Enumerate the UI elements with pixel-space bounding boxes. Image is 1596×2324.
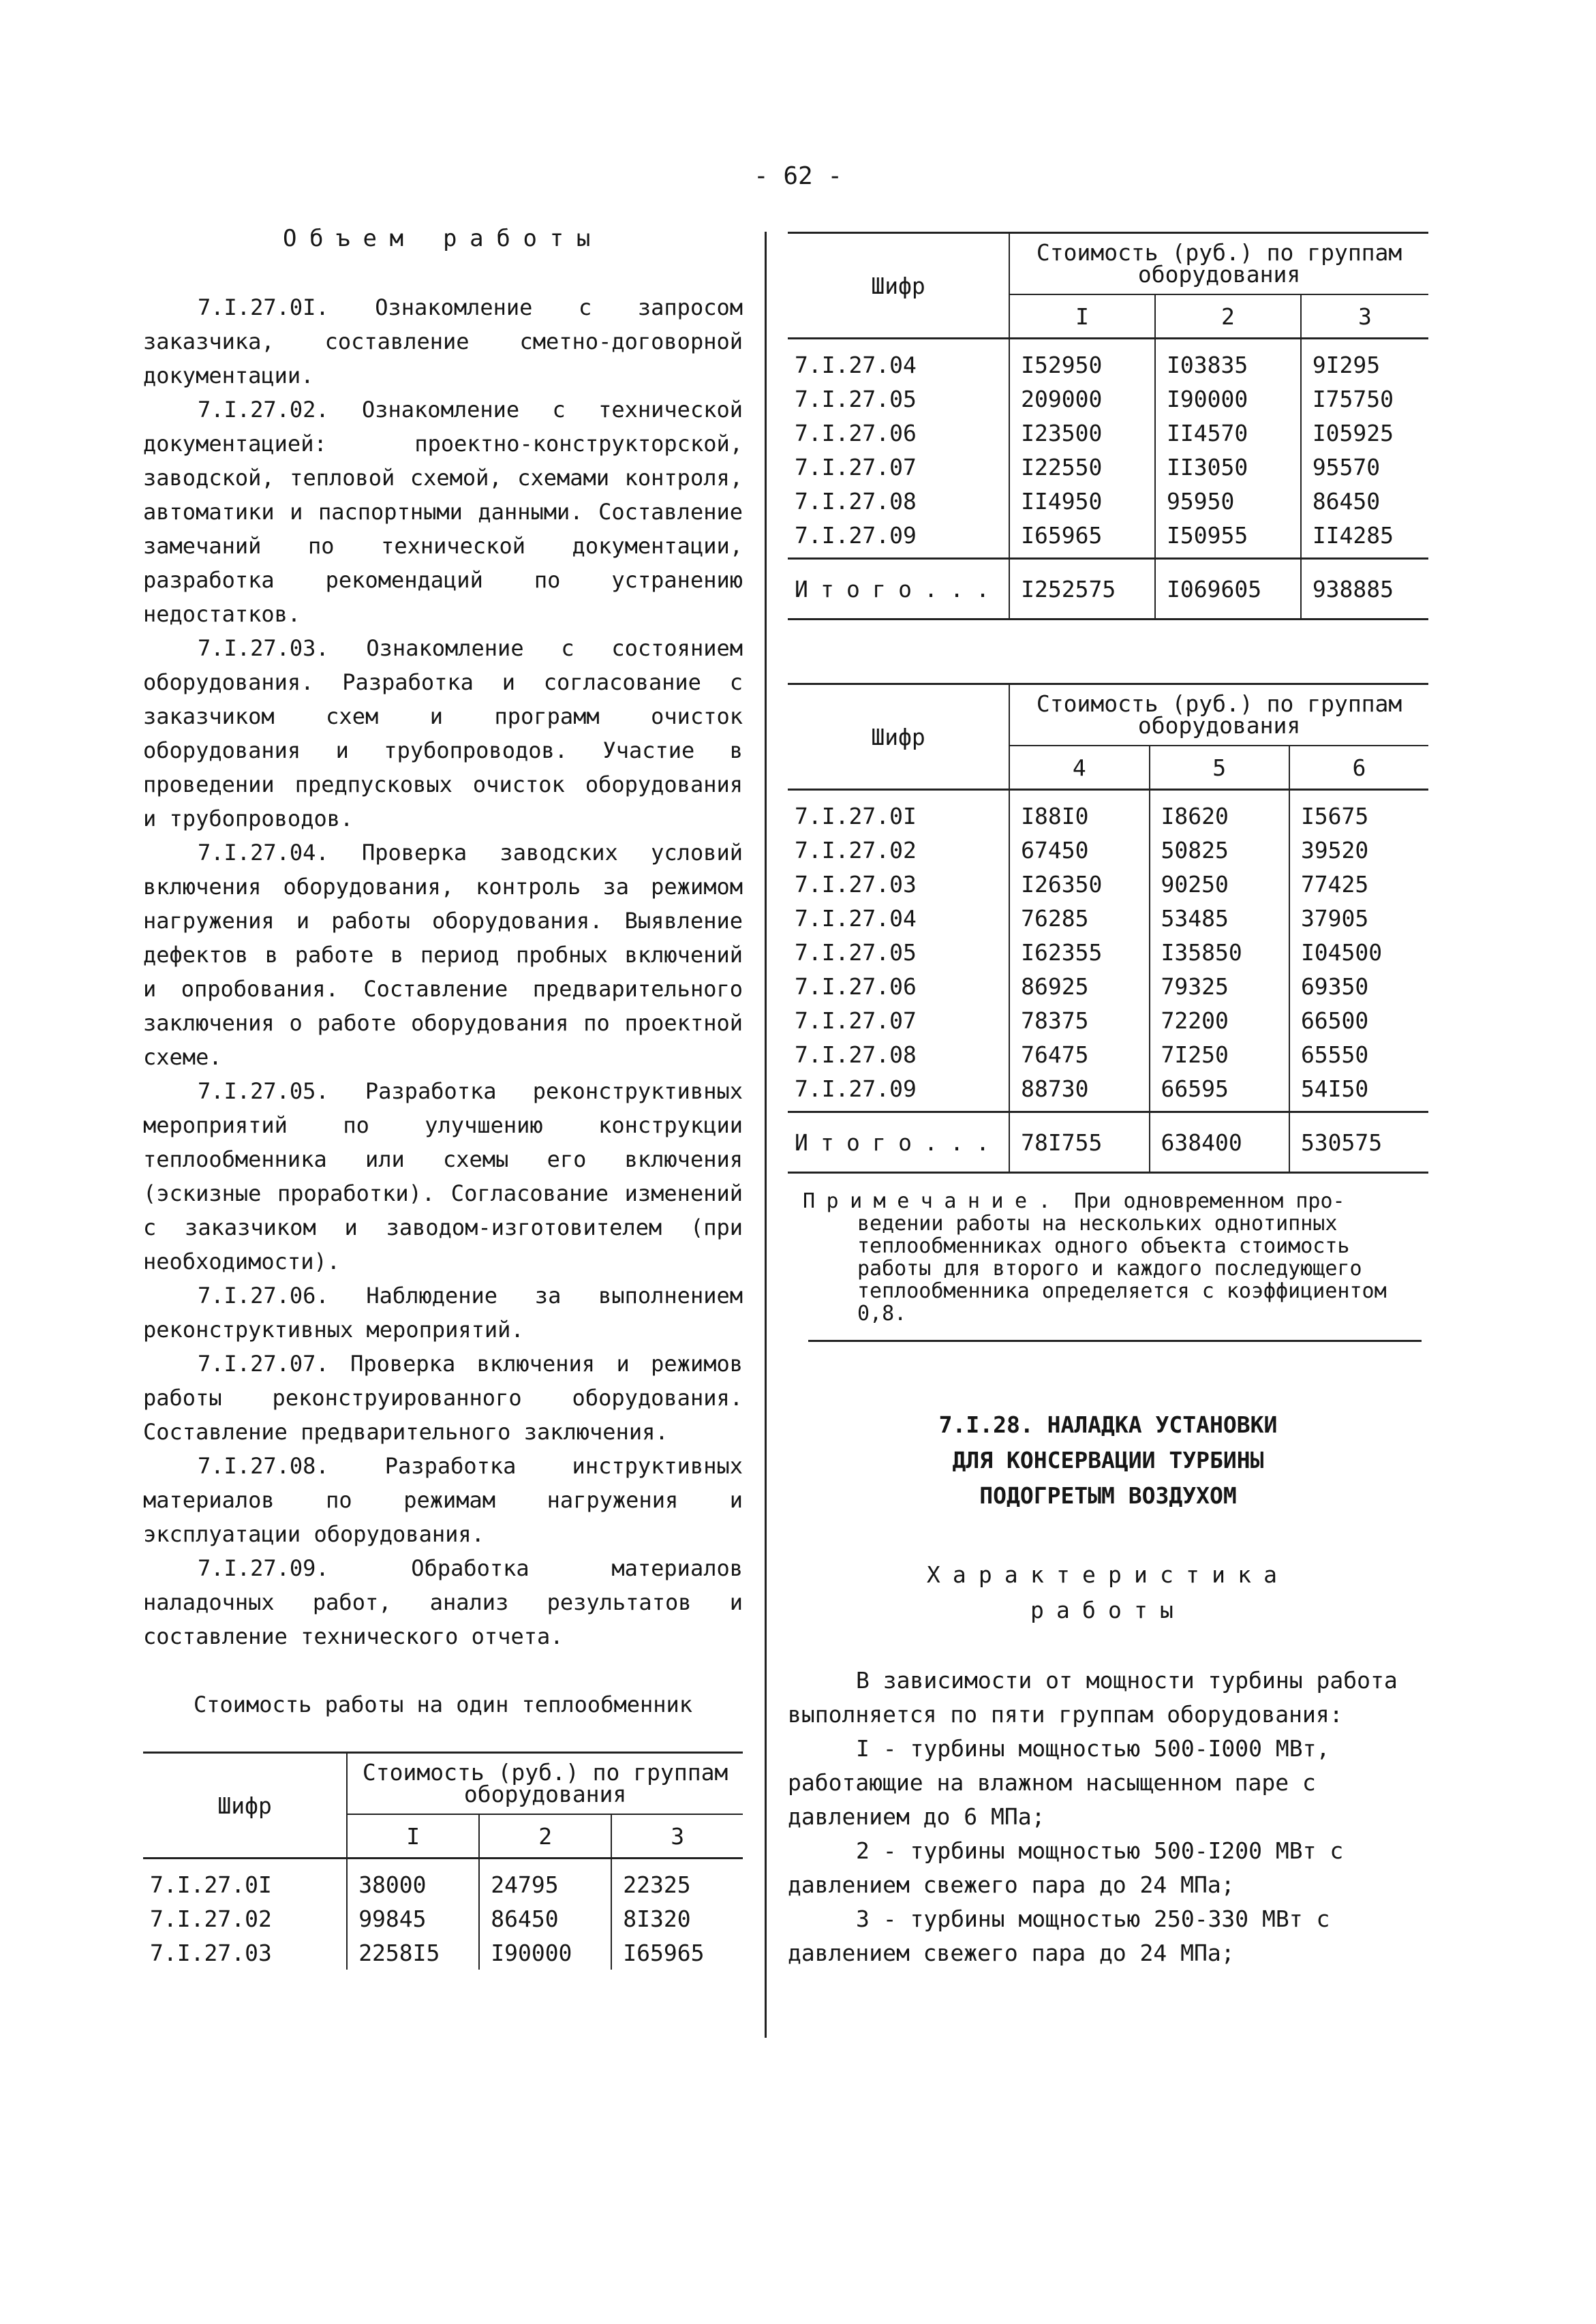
cell-value: I65965 <box>1009 518 1155 559</box>
table-row <box>788 790 1428 834</box>
cell-code: 7.I.27.07 <box>788 1003 1009 1037</box>
characteristics-heading-line: Характеристика <box>926 1561 1290 1588</box>
characteristics-heading-line: работы <box>1030 1597 1186 1623</box>
cell-code: 7.I.27.08 <box>788 484 1009 518</box>
cell-code: 7.I.27.08 <box>788 1037 1009 1071</box>
table-row <box>788 339 1428 382</box>
table-row <box>788 450 1428 484</box>
column-header-cost: Стоимость (руб.) по группам оборудования <box>1009 233 1428 295</box>
total-value: 78I755 <box>1009 1112 1149 1173</box>
cell-value: I65965 <box>623 1939 705 1966</box>
column-divider <box>765 232 767 2038</box>
section-title-line: ПОДОГРЕТЫМ ВОЗДУХОМ <box>979 1482 1237 1509</box>
cell-code: 7.I.27.05 <box>788 935 1009 969</box>
characteristics-heading <box>788 1557 1428 1628</box>
table-row <box>788 484 1428 518</box>
cell-value: I52950 <box>1009 339 1155 382</box>
paragraph-7-1-27-08: 7.I.27.08. Разработка инструктивных материалов по режимам нагружения и эксплуатации оборудования. <box>143 1453 743 1547</box>
cell-value: I03835 <box>1155 339 1301 382</box>
cell-code: 7.I.27.0I <box>788 790 1009 834</box>
right-column <box>788 232 1428 1970</box>
paragraph-7-1-27-09: 7.I.27.09. Обработка материалов наладочных работ, анализ результатов и составление технического отчета. <box>143 1555 743 1649</box>
cell-value: I35850 <box>1150 935 1289 969</box>
total-value: 638400 <box>1150 1112 1289 1173</box>
cell-code: 7.I.27.06 <box>788 416 1009 450</box>
note-divider <box>808 1340 1422 1342</box>
total-label: Итого... <box>788 559 1009 620</box>
group-header: I <box>347 1814 479 1859</box>
cell-value: 95570 <box>1312 453 1381 480</box>
cell-code: 7.I.27.02 <box>143 1901 347 1936</box>
column-header-shifr: Шифр <box>788 684 1009 790</box>
cell-value: 95950 <box>1155 484 1301 518</box>
table-row <box>788 969 1428 1003</box>
cell-code: 7.I.27.07 <box>788 450 1009 484</box>
cell-value: I05925 <box>1312 419 1394 446</box>
note-first-text: При одновременном про- <box>1074 1189 1345 1213</box>
cell-value: I90000 <box>479 1936 611 1970</box>
cell-code: 7.I.27.04 <box>788 901 1009 935</box>
paragraph-7-1-27-06: 7.I.27.06. Наблюдение за выполнением реконструктивных мероприятий. <box>143 1283 743 1343</box>
paragraph-7-1-27-03: 7.I.27.03. Ознакомление с состоянием оборудования. Разработка и согласование с заказчиком схем и программ очисток оборудования и трубопроводов. Участие в проведении предпусковых очисток оборудования и трубопроводов. <box>143 635 743 831</box>
group-header: 3 <box>1301 294 1428 339</box>
paragraph-7-1-27-07: 7.I.27.07. Проверка включения и режимов работы реконструированного оборудования. Составление предварительного заключения. <box>143 1351 743 1445</box>
section-title-line: ДЛЯ КОНСЕРВАЦИИ ТУРБИНЫ <box>952 1447 1264 1473</box>
section-heading-scope: Объем работы <box>282 225 604 252</box>
cell-value: 76475 <box>1009 1037 1149 1071</box>
cell-value: 66595 <box>1150 1071 1289 1112</box>
group-header: 3 <box>611 1814 743 1859</box>
cell-value: 86450 <box>479 1901 611 1936</box>
cell-value: 24795 <box>479 1859 611 1902</box>
total-row <box>788 1112 1428 1173</box>
cell-value: 65550 <box>1300 1041 1369 1068</box>
cell-value: 8I320 <box>623 1905 691 1932</box>
table-row <box>788 901 1428 935</box>
column-header-shifr: Шифр <box>788 233 1009 339</box>
table-row <box>788 1003 1428 1037</box>
cell-value: 54I50 <box>1300 1075 1369 1102</box>
total-label: Итого... <box>788 1112 1009 1173</box>
cell-value: 90250 <box>1150 867 1289 901</box>
table-row <box>788 382 1428 416</box>
cell-value: 76285 <box>1009 901 1149 935</box>
cost-table-left <box>143 1752 743 1970</box>
cell-value: 209000 <box>1009 382 1155 416</box>
cell-value: 53485 <box>1150 901 1289 935</box>
table-row <box>143 1901 743 1936</box>
paragraph-7-1-27-01: 7.I.27.0I. Ознакомление с запросом заказчика, составление сметно-договорной документации. <box>143 294 743 388</box>
paragraph-group-1: I - турбины мощностью 500-I000 МВт, работающие на влажном насыщенном паре с давлением до 6 МПа; <box>788 1735 1330 1830</box>
column-header-cost: Стоимость (руб.) по группам оборудования <box>1009 684 1428 746</box>
cell-code: 7.I.27.02 <box>788 833 1009 867</box>
cell-code: 7.I.27.03 <box>143 1936 347 1970</box>
total-value: 530575 <box>1289 1112 1428 1173</box>
paragraph-group-3: 3 - турбины мощностью 250-330 МВт с давлением свежего пара до 24 МПа; <box>788 1906 1330 1966</box>
group-header: 6 <box>1289 746 1428 790</box>
table-row <box>143 1936 743 1970</box>
cell-value: I90000 <box>1155 382 1301 416</box>
cell-value: 79325 <box>1150 969 1289 1003</box>
table-row <box>788 416 1428 450</box>
cell-value: 69350 <box>1300 973 1369 1000</box>
table-row <box>788 935 1428 969</box>
paragraph-7-1-27-02: 7.I.27.02. Ознакомление с технической документацией: проектно-конструкторской, заводской, тепловой схемой, схемами контроля, автоматики и паспортными данными. Составление замечаний по технической документации, разработка рекомендаций по устранению недостатков. <box>143 397 743 627</box>
cell-value: 88730 <box>1009 1071 1149 1112</box>
cell-value: I62355 <box>1009 935 1149 969</box>
cell-value: 99845 <box>347 1901 479 1936</box>
table-row <box>143 1859 743 1902</box>
cell-value: 39520 <box>1300 836 1369 863</box>
note-first-line <box>803 1190 1416 1212</box>
cell-code: 7.I.27.06 <box>788 969 1009 1003</box>
cell-value: I5675 <box>1300 802 1369 829</box>
table-row <box>788 1037 1428 1071</box>
cell-value: 9I295 <box>1312 351 1381 378</box>
column-header-cost: Стоимость (руб.) по группам оборудования <box>347 1753 743 1815</box>
cost-table-groups-4-6 <box>788 683 1428 1174</box>
cell-value: 38000 <box>347 1859 479 1902</box>
group-header: 2 <box>1155 294 1301 339</box>
cell-value: I04500 <box>1300 938 1383 966</box>
cell-code: 7.I.27.05 <box>788 382 1009 416</box>
cost-table-caption: Стоимость работы на один теплообменник <box>193 1692 693 1717</box>
group-header: I <box>1009 294 1155 339</box>
section-title-line: 7.I.28. НАЛАДКА УСТАНОВКИ <box>938 1411 1278 1438</box>
table-row <box>788 833 1428 867</box>
column-header-shifr: Шифр <box>143 1753 347 1859</box>
paragraph-groups-intro: В зависимости от мощности турбины работа выполняется по пяти группам оборудования: <box>788 1667 1398 1728</box>
cell-value: 50825 <box>1150 833 1289 867</box>
cell-value: 78375 <box>1009 1003 1149 1037</box>
cell-value: 72200 <box>1150 1003 1289 1037</box>
cell-value: 22325 <box>623 1871 691 1898</box>
total-value: 938885 <box>1301 559 1428 620</box>
table-row <box>788 867 1428 901</box>
cell-value: I75750 <box>1312 385 1394 412</box>
cell-value: 7I250 <box>1150 1037 1289 1071</box>
cell-value: 86450 <box>1312 487 1381 515</box>
cell-code: 7.I.27.09 <box>788 1071 1009 1112</box>
total-row <box>788 559 1428 620</box>
cell-value: I26350 <box>1009 867 1149 901</box>
cell-value: 2258I5 <box>347 1936 479 1970</box>
cell-value: I23500 <box>1009 416 1155 450</box>
cell-value: I50955 <box>1155 518 1301 559</box>
total-value: I252575 <box>1009 559 1155 620</box>
cell-value: 77425 <box>1300 870 1369 898</box>
cell-value: I22550 <box>1009 450 1155 484</box>
cell-value: 86925 <box>1009 969 1149 1003</box>
table-row <box>788 518 1428 559</box>
group-header: 4 <box>1009 746 1149 790</box>
left-column <box>143 225 743 1970</box>
cell-value: II4285 <box>1312 521 1394 549</box>
cell-value: II4570 <box>1155 416 1301 450</box>
note-lead: Примечание. <box>803 1189 1062 1213</box>
cell-value: 66500 <box>1300 1007 1369 1034</box>
cost-table-groups-1-3 <box>788 232 1428 620</box>
cell-value: 67450 <box>1009 833 1149 867</box>
note-body: ведении работы на нескольких однотипных теплообменниках одного объекта стоимость работы для второго и каждого последующего теплообменника определяется с коэффициентом 0,8. <box>857 1212 1387 1326</box>
section-title-7-1-28 <box>788 1407 1428 1514</box>
group-header: 5 <box>1150 746 1289 790</box>
page-number: - 62 - <box>753 162 843 190</box>
cell-code: 7.I.27.09 <box>788 518 1009 559</box>
cell-code: 7.I.27.03 <box>788 867 1009 901</box>
paragraph-group-2: 2 - турбины мощностью 500-I200 МВт с давлением свежего пара до 24 МПа; <box>788 1837 1344 1898</box>
cell-value: I88I0 <box>1009 790 1149 834</box>
cell-code: 7.I.27.04 <box>788 339 1009 382</box>
total-value: I069605 <box>1155 559 1301 620</box>
table-row <box>788 1071 1428 1112</box>
note <box>803 1190 1416 1325</box>
cell-value: I8620 <box>1150 790 1289 834</box>
paragraph-7-1-27-04: 7.I.27.04. Проверка заводских условий включения оборудования, контроль за режимом нагружения и работы оборудования. Выявление дефектов в работе в период пробных включений и опробования. Составление предварительного заключения о работе оборудования по проектной схеме. <box>143 840 743 1070</box>
paragraph-7-1-27-05: 7.I.27.05. Разработка реконструктивных мероприятий по улучшению конструкции теплообменника или схемы его включения (эскизные проработки). Согласование изменений с заказчиком и заводом-изготовителем (при необходимости). <box>143 1078 743 1274</box>
cell-value: II3050 <box>1155 450 1301 484</box>
cell-value: II4950 <box>1009 484 1155 518</box>
cell-value: 37905 <box>1300 904 1369 932</box>
cell-code: 7.I.27.0I <box>143 1859 347 1902</box>
group-header: 2 <box>479 1814 611 1859</box>
